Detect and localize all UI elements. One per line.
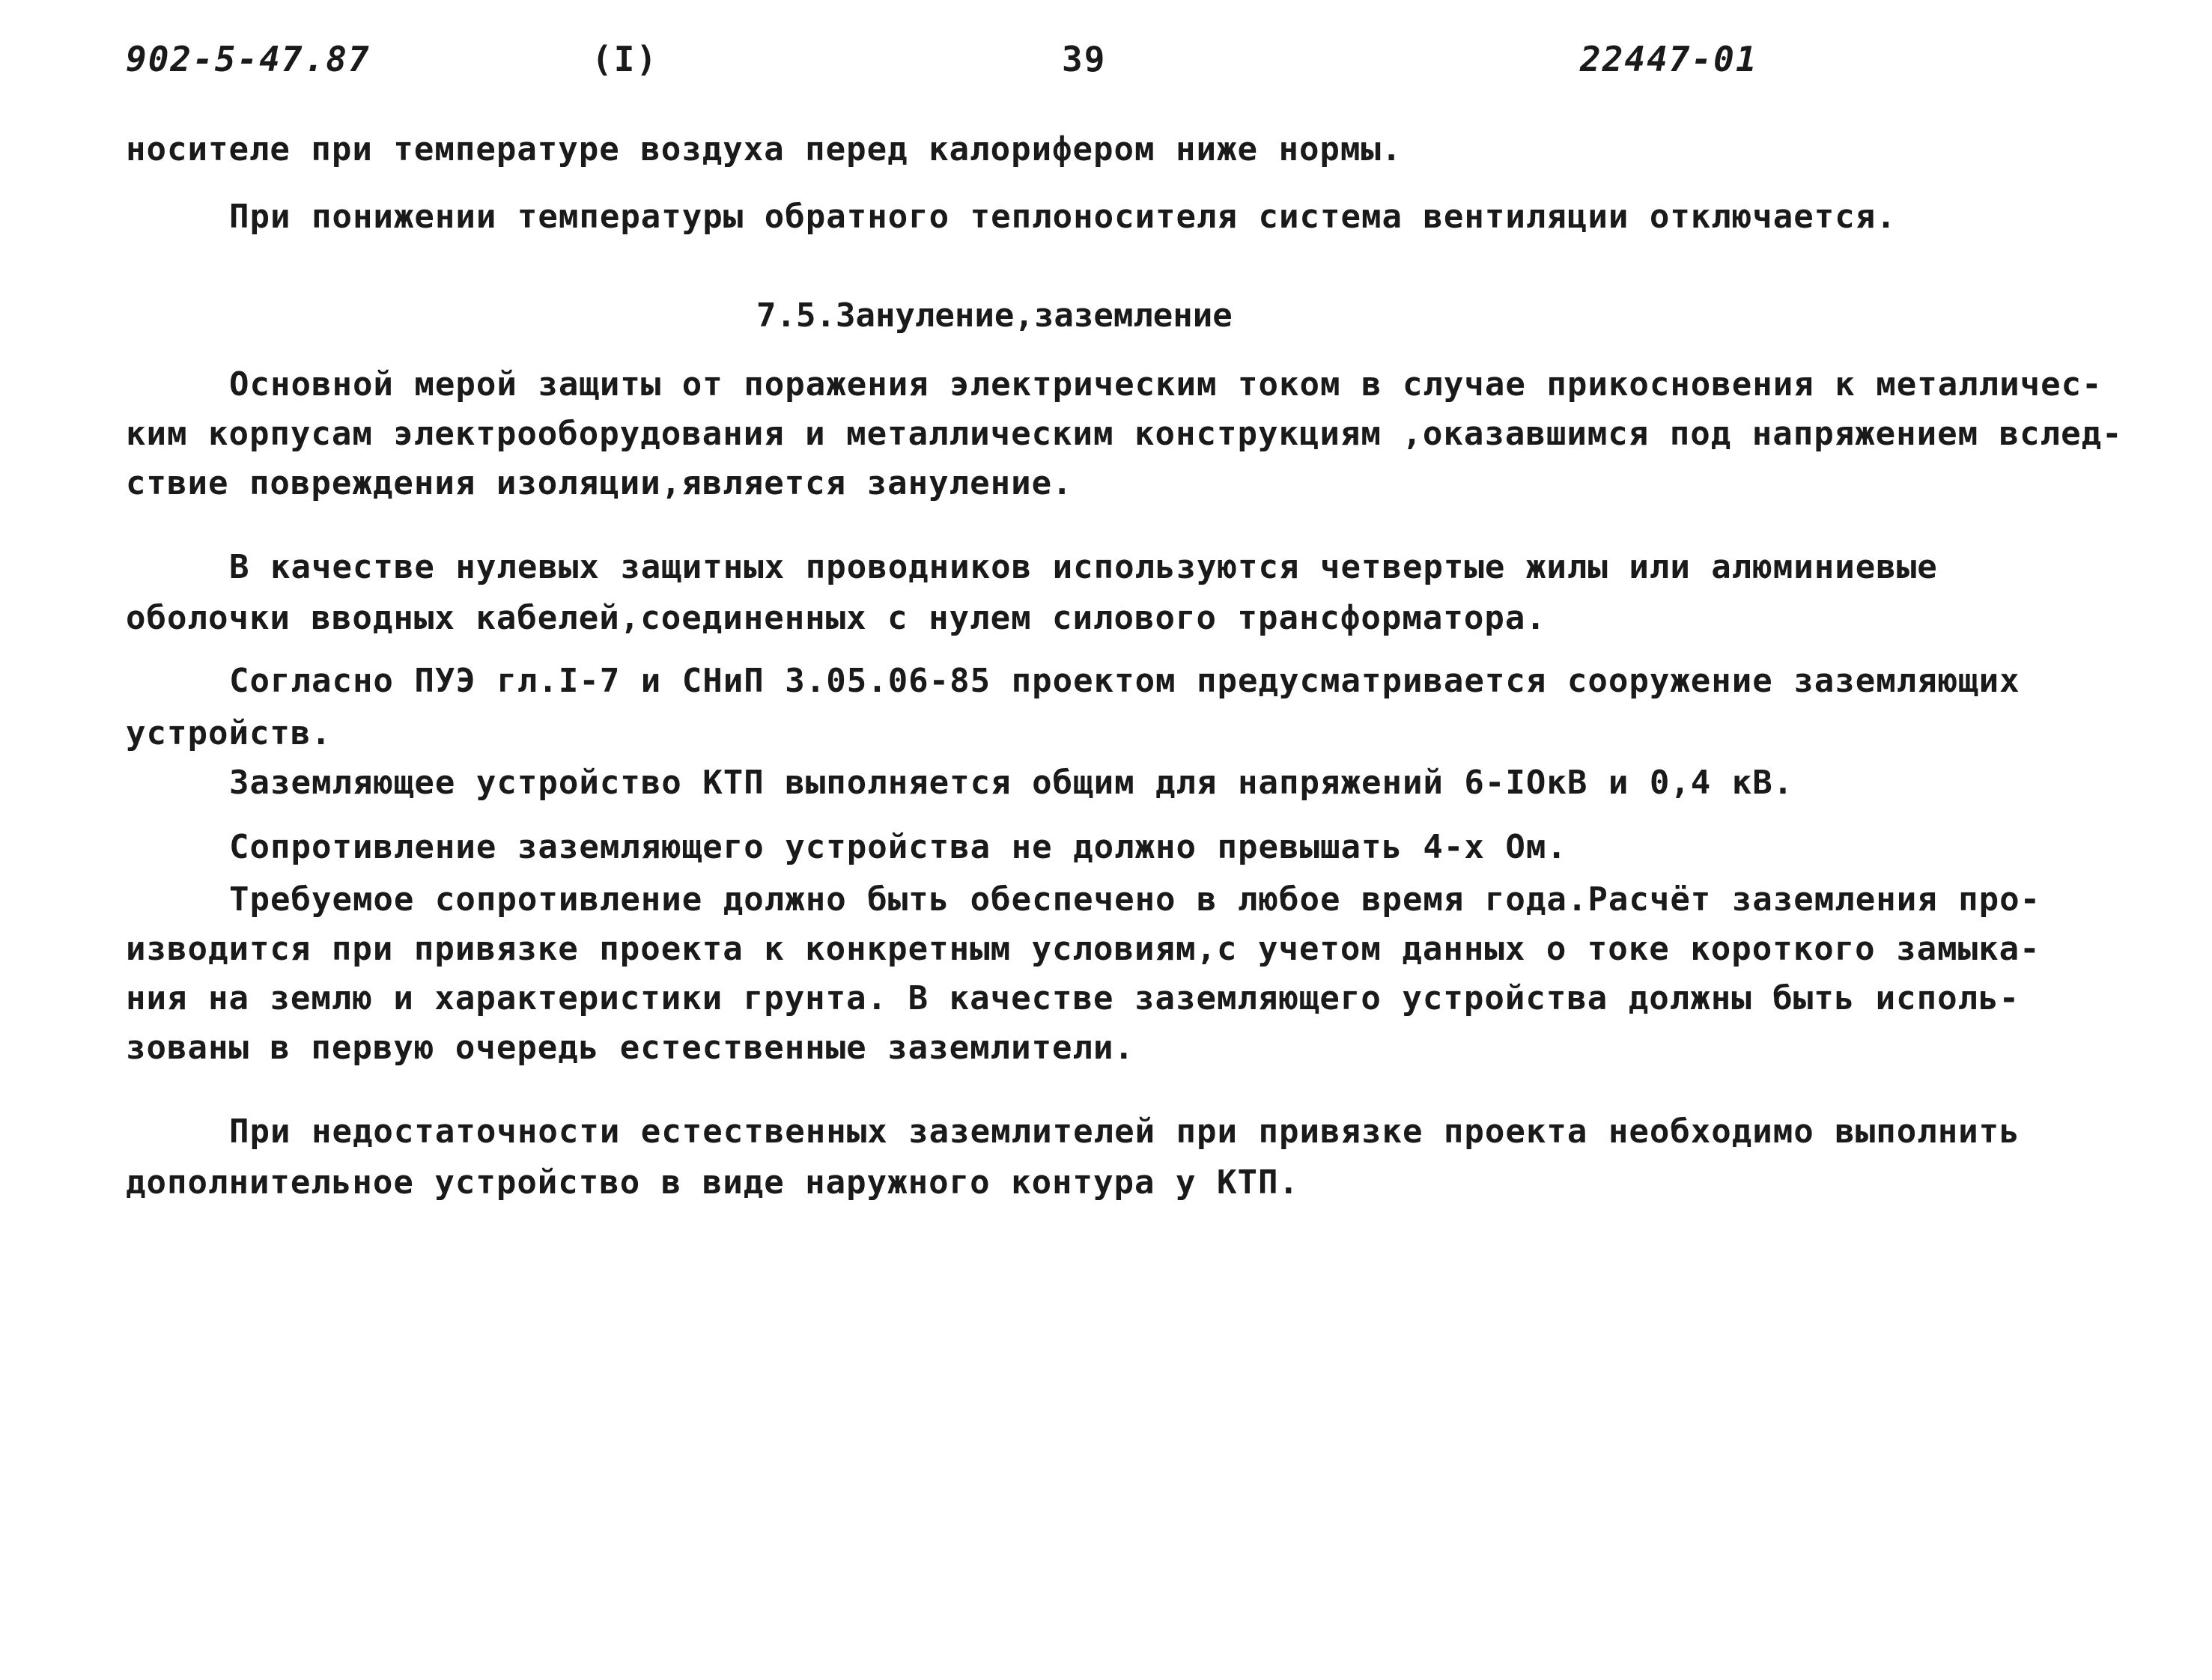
text-line: изводится при привязке проекта к конкретным условиям,с учетом данных о токе короткого замыка- bbox=[126, 930, 2041, 968]
text-line: носителе при температуре воздуха перед калорифером ниже нормы. bbox=[126, 130, 1403, 168]
text-line: дополнительное устройство в виде наружного контура у КТП. bbox=[126, 1163, 1299, 1202]
text-line: ким корпусам электрооборудования и металлическим конструкциям ,оказавшимся под напряжением вслед- bbox=[126, 415, 2123, 453]
text-line: Сопротивление заземляющего устройства не должно превышать 4-х Ом. bbox=[229, 828, 1567, 866]
document-code: 902-5-47.87 bbox=[126, 39, 371, 79]
text-line: Требуемое сопротивление должно быть обеспечено в любое время года.Расчёт заземления про- bbox=[229, 880, 2041, 919]
text-line: Заземляющее устройство КТП выполняется общим для напряжений 6-IОкВ и 0,4 кВ. bbox=[229, 764, 1794, 802]
text-line: При понижении температуры обратного теплоносителя система вентиляции отключается. bbox=[229, 198, 1897, 236]
text-line: ствие повреждения изоляции,является зануление. bbox=[126, 464, 1073, 502]
document-number: 22447-01 bbox=[1580, 39, 1758, 79]
text-line: зованы в первую очередь естественные заземлители. bbox=[126, 1029, 1135, 1067]
text-line: Основной мерой защиты от поражения электрическим током в случае прикосновения к металличес- bbox=[229, 365, 2103, 404]
text-line: При недостаточности естественных заземлителей при привязке проекта необходимо выполнить bbox=[229, 1113, 2020, 1151]
text-line: Согласно ПУЭ гл.I-7 и СНиП 3.05.06-85 проектом предусматривается сооружение заземляющих bbox=[229, 662, 2020, 700]
section-heading: 7.5.Зануление,заземление bbox=[756, 296, 1233, 335]
text-line: устройств. bbox=[126, 714, 332, 752]
text-line: оболочки вводных кабелей,соединенных с нулем силового трансформатора. bbox=[126, 599, 1546, 637]
text-line: ния на землю и характеристики грунта. В качестве заземляющего устройства должны быть исполь- bbox=[126, 979, 2020, 1017]
sheet-number: (I) bbox=[592, 39, 659, 79]
text-line: В качестве нулевых защитных проводников используются четвертые жилы или алюминиевые bbox=[229, 548, 1938, 586]
page-number: 39 bbox=[1062, 39, 1107, 79]
